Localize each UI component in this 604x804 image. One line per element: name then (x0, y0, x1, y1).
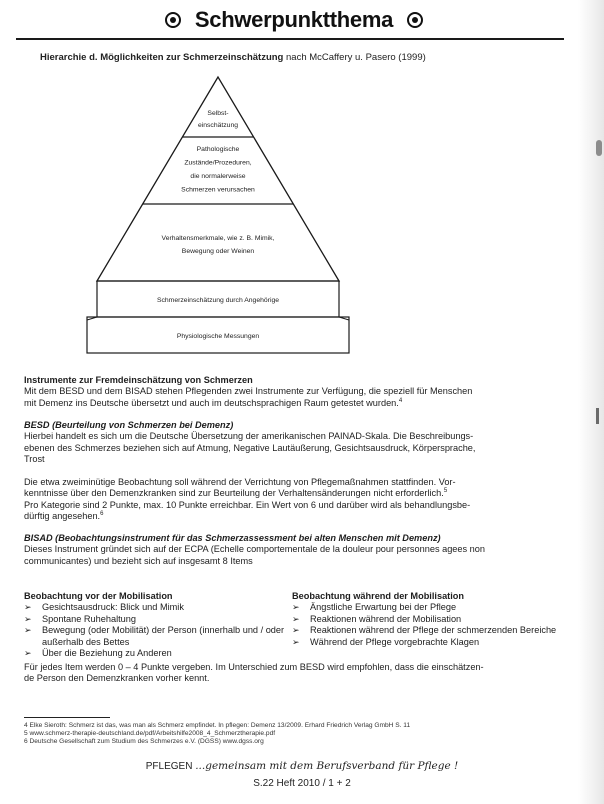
summary-text: Für jedes Item werden 0 – 4 Punkte vergeben. Im Unterschied zum BESD wird empfohlen, dass die einschätzen- (24, 662, 484, 672)
pyramid-tier-label: die normalerweise (190, 173, 246, 180)
arrow-bullet-icon: ➢ (24, 625, 32, 636)
footnotes (24, 722, 544, 747)
pyramid-tier-label: Schmerzen verursachen (181, 186, 255, 194)
arrow-bullet-icon: ➢ (292, 602, 300, 613)
page-number: S.22 Heft 2010 / 1 + 2 (253, 778, 351, 789)
list-item: ➢ Ängstliche Erwartung bei der Pflege (292, 602, 457, 613)
instrumente-heading: Instrumente zur Fremdeinschätzung von Schmerzen (24, 375, 253, 385)
footer-handwritten-slogan: ...gemeinsam mit dem Berufsverband für Pflege ! (195, 760, 459, 772)
pyramid-tier-label: einschätzung (197, 122, 239, 129)
besd-section (24, 420, 572, 466)
left-column (24, 591, 286, 659)
list-item: ➢ Über die Beziehung zu Anderen (24, 648, 172, 659)
page-title: Schwerpunktthema (194, 7, 394, 32)
pyramid-tier-label: Zustände/Prozeduren, (184, 159, 252, 167)
pyramid-tier-label: Schmerzeinschätzung durch Angehörige (156, 297, 280, 304)
arrow-bullet-icon: ➢ (24, 613, 32, 624)
arrow-bullet-icon: ➢ (24, 602, 32, 613)
bisad-text: Dieses Instrument gründet sich auf der ECPA (Echelle comportementale de la douleur pour personnes agees non (24, 544, 486, 555)
beobachtung-text: Pro Kategorie sind 2 Punkte, max. 10 Punkte erreichbar. Ein Wert von 6 und darüber wird als behandlungsbe- (24, 499, 471, 510)
hierarchy-caption-bold: Hierarchie d. Möglichkeiten zur Schmerzeinschätzung (40, 52, 284, 63)
instrumente-text: mit Demenz ins Deutsche übersetzt und auch im deutschsprachigen Raum getestet wurden.$^4$ (24, 397, 403, 408)
beobachtung-text: kenntnisse über den Demenzkranken sind zur Beurteilung der Verhaltensänderungen nicht erforderlich.$^5$ (24, 488, 448, 499)
arrow-bullet-icon: ➢ (292, 636, 300, 647)
footnote-ref: 5 (443, 488, 448, 495)
right-column (292, 591, 562, 648)
footnote: 5 www.schmerz-therapie-deutschland.de/pdf/Arbeitshilfe2008_4_Schmerztherapie.pdf (24, 730, 276, 738)
arrow-bullet-icon: ➢ (292, 613, 300, 624)
beobachtung-section (24, 477, 572, 523)
pyramid-tier-label: Bewegung oder Weinen (181, 248, 255, 255)
besd-text: Trost (24, 454, 45, 465)
list-item: ➢ Spontane Ruhehaltung (24, 613, 136, 624)
hierarchy-caption-rest: nach McCaffery u. Pasero (1999) (283, 52, 426, 63)
summary-section (24, 662, 572, 685)
footer-brand: PFLEGEN (145, 761, 193, 772)
besd-text: ebenen des Schmerzes beziehen sich auf Atmung, Negative Lautäußerung, Gesichtsausdruck, Körpersprache, (24, 442, 476, 453)
bisad-heading: BISAD (Beobachtungsinstrument für das Schmerzassessment bei alten Menschen mit Demenz) (24, 533, 441, 543)
arrow-bullet-icon: ➢ (292, 625, 300, 636)
summary-text: de Person den Demenzkranken vorher kennt. (24, 673, 210, 684)
left-column-list (24, 602, 286, 659)
pyramid-tier-label: Physiologische Messungen (176, 333, 260, 340)
list-item: ➢ Reaktionen während der Mobilisation (292, 613, 462, 624)
footnote-ref: 4 (398, 397, 403, 404)
pyramid-tier-label: Selbst- (207, 110, 229, 117)
list-item: ➢ Gesichtsausdruck: Blick und Mimik (24, 602, 184, 613)
list-item: ➢ Während der Pflege vorgebrachte Klagen (292, 636, 480, 647)
footnote-ref: 6 (100, 511, 104, 518)
right-column-title: Beobachtung während der Mobilisation (292, 591, 465, 601)
pyramid-tier-label: Pathologische (196, 146, 240, 153)
list-item: ➢ Bewegung (oder Mobilität) der Person (innerhalb und / oder außerhalb des Bettes (24, 625, 285, 647)
footnote: 4 Elke Sieroth: Schmerz ist das, was man als Schmerz empfindet. In pflegen: Demenz 13/2009. Erhard Friedrich Verlag GmbH S. 11 (24, 722, 411, 729)
bisad-section (24, 533, 572, 567)
pyramid-tier-label: Verhaltensmerkmale, wie z. B. Mimik, (161, 235, 275, 242)
beobachtung-text: Die etwa zweiminütige Beobachtung soll während der Verrichtung von Pflegemaßnahmen stattfinden. Vor- (24, 477, 456, 487)
instrumente-section (24, 375, 572, 409)
instrumente-text: Mit dem BESD und dem BISAD stehen Pflegenden zwei Instrumente zur Verfügung, die speziell für Menschen (24, 386, 473, 397)
besd-heading: BESD (Beurteilung von Schmerzen bei Demenz) (24, 420, 234, 430)
arrow-bullet-icon: ➢ (24, 648, 32, 659)
right-column-list (292, 602, 562, 648)
bisad-text: communicantes) und bezieht sich auf insgesamt 8 Items (24, 555, 253, 566)
footnote-rule (24, 717, 110, 718)
footer-slogan (0, 760, 604, 772)
left-column-title: Beobachtung vor der Mobilisation (24, 591, 173, 601)
beobachtung-text: dürftig angesehen.$^6$ (24, 511, 104, 522)
footnote: 6 Deutsche Gesellschaft zum Studium des Schmerzes e.V. (DGSS) www.dgss.org (24, 738, 264, 746)
besd-text: Hierbei handelt es sich um die Deutsche Übersetzung der amerikanischen PAINAD-Skala. Die Beschreibungs- (24, 431, 474, 442)
list-item: ➢ Reaktionen während der Pflege der schmerzenden Bereiche (292, 625, 557, 636)
